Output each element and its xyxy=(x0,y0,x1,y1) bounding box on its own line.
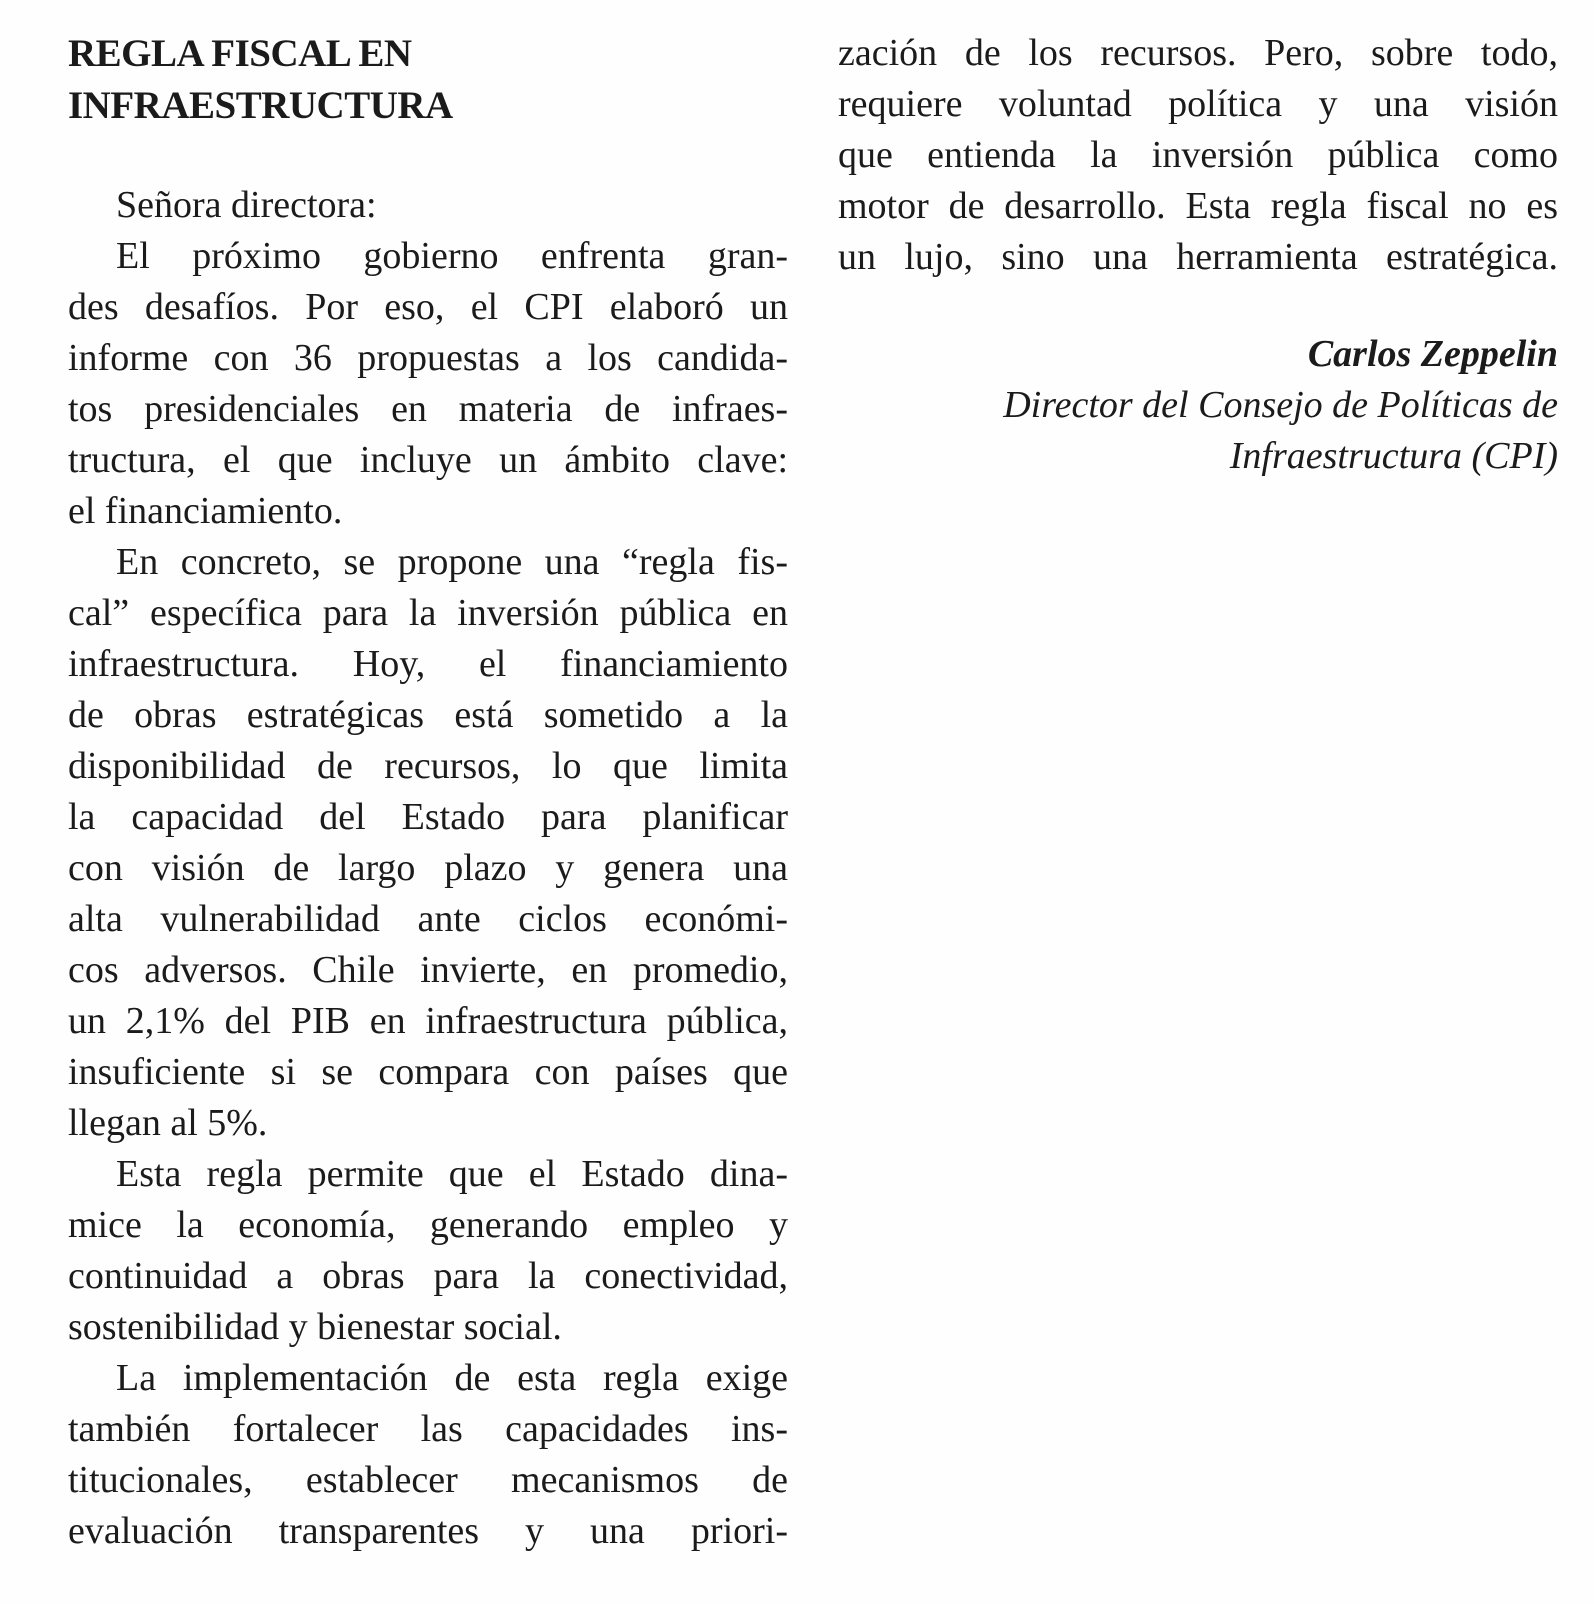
signature-title-line: Director del Consejo de Políticas de xyxy=(1003,384,1558,426)
text-line: cos adversos. Chile invierte, en promedio, xyxy=(68,949,788,991)
text-line: el financiamiento. xyxy=(68,490,343,532)
text-line: que entienda la inversión pública como xyxy=(838,134,1558,176)
text-line: llegan al 5%. xyxy=(68,1102,268,1144)
text-line: con visión de largo plazo y genera una xyxy=(68,847,788,889)
text-line: El próximo gobierno enfrenta gran- xyxy=(116,235,788,277)
text-line: tos presidenciales en materia de infraes- xyxy=(68,388,788,430)
signature-block xyxy=(838,329,1558,482)
text-line: cal” específica para la inversión pública en xyxy=(68,592,788,634)
right-column xyxy=(838,28,1558,482)
text-line: disponibilidad de recursos, lo que limita xyxy=(68,745,788,787)
text-line: de obras estratégicas está sometido a la xyxy=(68,694,788,736)
text-line: un lujo, sino una herramienta estratégica. xyxy=(838,236,1558,278)
left-column xyxy=(68,180,788,1557)
text-line: requiere voluntad política y una visión xyxy=(838,83,1558,125)
text-line: zación de los recursos. Pero, sobre todo, xyxy=(838,32,1558,74)
text-line: un 2,1% del PIB en infraestructura pública, xyxy=(68,1000,788,1042)
text-line: continuidad a obras para la conectividad, xyxy=(68,1255,788,1297)
text-line: la capacidad del Estado para planificar xyxy=(68,796,788,838)
text-line: Esta regla permite que el Estado dina- xyxy=(116,1153,788,1195)
headline-line: INFRAESTRUCTURA xyxy=(68,84,453,127)
signature-name: Carlos Zeppelin xyxy=(1307,333,1558,375)
headline-line: REGLA FISCAL EN xyxy=(68,32,412,75)
headline xyxy=(68,28,788,132)
text-line: En concreto, se propone una “regla fis- xyxy=(116,541,788,583)
text-line: informe con 36 propuestas a los candida- xyxy=(68,337,788,379)
text-line: mice la economía, generando empleo y xyxy=(68,1204,788,1246)
text-line: des desafíos. Por eso, el CPI elaboró un xyxy=(68,286,788,328)
text-line: insuficiente si se compara con países que xyxy=(68,1051,788,1093)
text-line: titucionales, establecer mecanismos de xyxy=(68,1459,788,1501)
text-line: Señora directora: xyxy=(116,184,377,226)
text-line: La implementación de esta regla exige xyxy=(116,1357,788,1399)
text-line: también fortalecer las capacidades ins- xyxy=(68,1408,788,1450)
text-line: evaluación transparentes y una priori- xyxy=(68,1510,788,1552)
text-line: motor de desarrollo. Esta regla fiscal no es xyxy=(838,185,1558,227)
text-line: sostenibilidad y bienestar social. xyxy=(68,1306,562,1348)
right-column-text xyxy=(838,28,1558,283)
text-line: alta vulnerabilidad ante ciclos económi- xyxy=(68,898,788,940)
signature-title-line: Infraestructura (CPI) xyxy=(1229,435,1558,477)
text-line: infraestructura. Hoy, el financiamiento xyxy=(68,643,788,685)
text-line: tructura, el que incluye un ámbito clave: xyxy=(68,439,788,481)
